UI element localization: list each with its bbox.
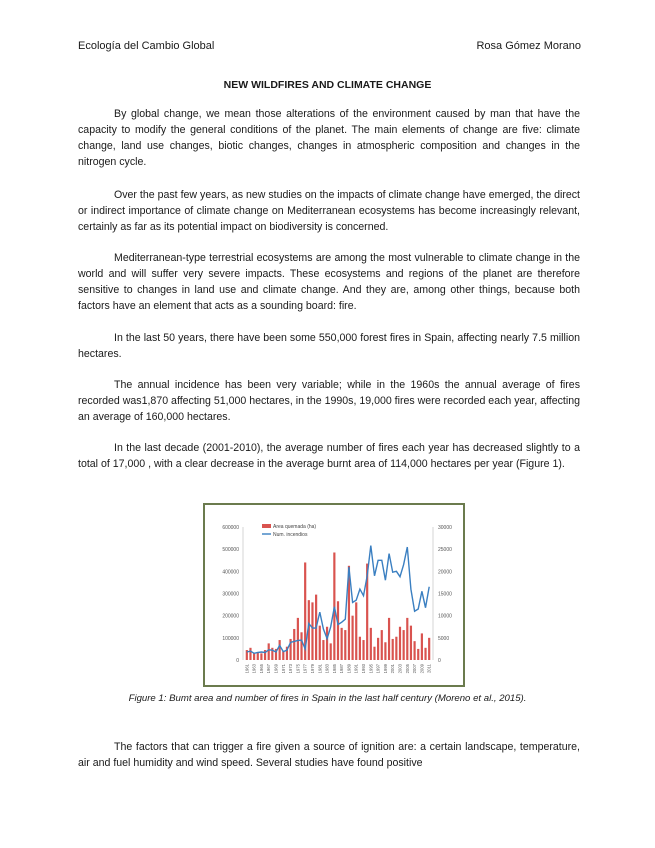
- paragraph-last-decade: In the last decade (2001-2010), the average number of fires each year has decreased slightly to a total of 17,000 , with a clear decrease in the average burnt area of 114,000 hectares per year (Figure 1).: [78, 442, 580, 471]
- bar: [351, 616, 353, 660]
- y2-tick-label: 0: [438, 658, 441, 664]
- y-tick-label: 400000: [222, 569, 239, 576]
- x-tick-label: 1991: [353, 664, 359, 674]
- paragraph-global-change: By global change, we mean those alterations of the environment caused by man that have the capacity to modify the general conditions of the planet. The main elements of change are five: climate change, land use changes, biotic changes, changes in atmospheric composition and changes in the nitrogen cycle.: [78, 108, 580, 169]
- bar: [319, 626, 321, 660]
- legend-line-label: Num. incendios: [273, 532, 308, 538]
- x-tick-label: 1973: [288, 664, 294, 674]
- x-tick-label: 1975: [295, 664, 301, 674]
- y2-tick-label: 30000: [438, 525, 452, 531]
- bar: [384, 642, 386, 660]
- y2-tick-label: 25000: [438, 547, 452, 554]
- figure-1-chart: [203, 503, 465, 687]
- y2-tick-label: 5000: [438, 635, 450, 642]
- bar: [279, 640, 281, 660]
- x-tick-label: 1961: [244, 664, 250, 674]
- paragraph-fires-50-years: In the last 50 years, there have been some 550,000 forest fires in Spain, affecting nearly 7.5 million hectares.: [78, 332, 580, 361]
- bar: [413, 641, 415, 660]
- x-tick-label: 2009: [419, 664, 425, 674]
- y-tick-label: 600000: [222, 525, 239, 531]
- bar: [311, 602, 313, 660]
- legend-bar-swatch: [262, 524, 271, 528]
- burnt-area-fires-chart: [205, 505, 463, 685]
- bar: [249, 648, 251, 660]
- y-tick-label: 300000: [222, 591, 239, 598]
- x-tick-label: 2011: [426, 664, 432, 674]
- bar: [268, 643, 270, 660]
- bar: [300, 632, 302, 660]
- bar: [260, 653, 262, 660]
- y-tick-label: 0: [236, 658, 239, 664]
- legend-bar-label: Area quemada (ha): [273, 524, 317, 530]
- document-title: NEW WILDFIRES AND CLIMATE CHANGE: [223, 79, 432, 91]
- bar: [410, 626, 412, 660]
- bar: [421, 633, 423, 660]
- bar: [359, 637, 361, 660]
- y-tick-label: 200000: [222, 613, 239, 620]
- bar: [344, 630, 346, 660]
- bar: [326, 627, 328, 660]
- x-tick-label: 2007: [412, 664, 418, 674]
- bar: [424, 648, 426, 660]
- bar: [403, 630, 405, 660]
- bar: [355, 602, 357, 660]
- bar: [297, 618, 299, 660]
- x-tick-label: 1983: [324, 664, 330, 674]
- x-tick-label: 1969: [273, 664, 279, 674]
- running-header-course: Ecología del Cambio Global: [78, 40, 215, 52]
- bar: [362, 640, 364, 660]
- x-tick-label: 1993: [361, 664, 367, 674]
- y2-tick-label: 20000: [438, 569, 452, 576]
- bar: [330, 643, 332, 660]
- bar: [257, 652, 259, 660]
- running-header-author: Rosa Gómez Morano: [476, 40, 581, 52]
- bar: [373, 647, 375, 660]
- x-tick-label: 1995: [368, 664, 374, 674]
- x-tick-label: 1999: [382, 664, 388, 674]
- bar: [370, 628, 372, 660]
- x-tick-label: 1987: [339, 664, 345, 674]
- bar: [399, 627, 401, 660]
- bar: [377, 638, 379, 660]
- x-tick-label: 1963: [251, 664, 257, 674]
- y2-tick-label: 10000: [438, 613, 452, 620]
- x-tick-label: 1965: [258, 664, 264, 674]
- bar: [322, 640, 324, 660]
- paragraph-vulnerable-ecosystems: Mediterranean-type terrestrial ecosystems are among the most vulnerable to climate change in the world and will suffer very severe impacts. These ecosystems and regions of the planet are therefore sensitive to changes in land use and climate change. And they are, among other things, because both factors have an element that acts as a sounding board: fire.: [78, 252, 580, 313]
- bar: [381, 630, 383, 660]
- bar: [406, 618, 408, 660]
- y-tick-label: 100000: [222, 635, 239, 642]
- bar: [341, 628, 343, 660]
- bar: [392, 639, 394, 660]
- x-tick-label: 2003: [397, 664, 403, 674]
- x-tick-label: 1989: [346, 664, 352, 674]
- x-tick-label: 1997: [375, 664, 381, 674]
- bar: [417, 649, 419, 660]
- paragraph-annual-incidence: The annual incidence has been very variable; while in the 1960s the annual average of fires recorded was1,870 affecting 51,000 hectares, in the 1990s, 19,000 fires were recorded each year, affecting an average of 160,000 hectares.: [78, 379, 580, 424]
- y2-tick-label: 15000: [438, 591, 452, 598]
- x-tick-label: 1981: [317, 664, 323, 674]
- bar: [395, 637, 397, 660]
- y-tick-label: 500000: [222, 547, 239, 554]
- x-tick-label: 1967: [266, 664, 272, 674]
- bar: [388, 618, 390, 660]
- bar: [293, 629, 295, 660]
- bar: [282, 651, 284, 660]
- x-tick-label: 2005: [404, 664, 410, 674]
- x-tick-label: 1971: [280, 664, 286, 674]
- bar: [337, 601, 339, 660]
- paragraph-fire-factors: The factors that can trigger a fire given a source of ignition are: a certain landscape, temperature, air and fuel humidity and wind speed. Several studies have found positive: [78, 741, 580, 770]
- paragraph-mediterranean-relevance: Over the past few years, as new studies on the impacts of climate change have emerged, the direct or indirect importance of climate change on Mediterranean ecosystems has become increasingly relevant, certainly as far as its potential impact on biodiversity is concerned.: [78, 189, 580, 234]
- bar: [253, 653, 255, 660]
- x-tick-label: 1979: [309, 664, 315, 674]
- x-tick-label: 1985: [331, 664, 337, 674]
- bar: [428, 638, 430, 660]
- x-tick-label: 2001: [390, 664, 396, 674]
- x-tick-label: 1977: [302, 664, 308, 674]
- figure-caption: Figure 1: Bumt area and number of fires in Spain in the last half century (Moreno et al., 2015).: [128, 693, 527, 704]
- bar: [333, 552, 335, 660]
